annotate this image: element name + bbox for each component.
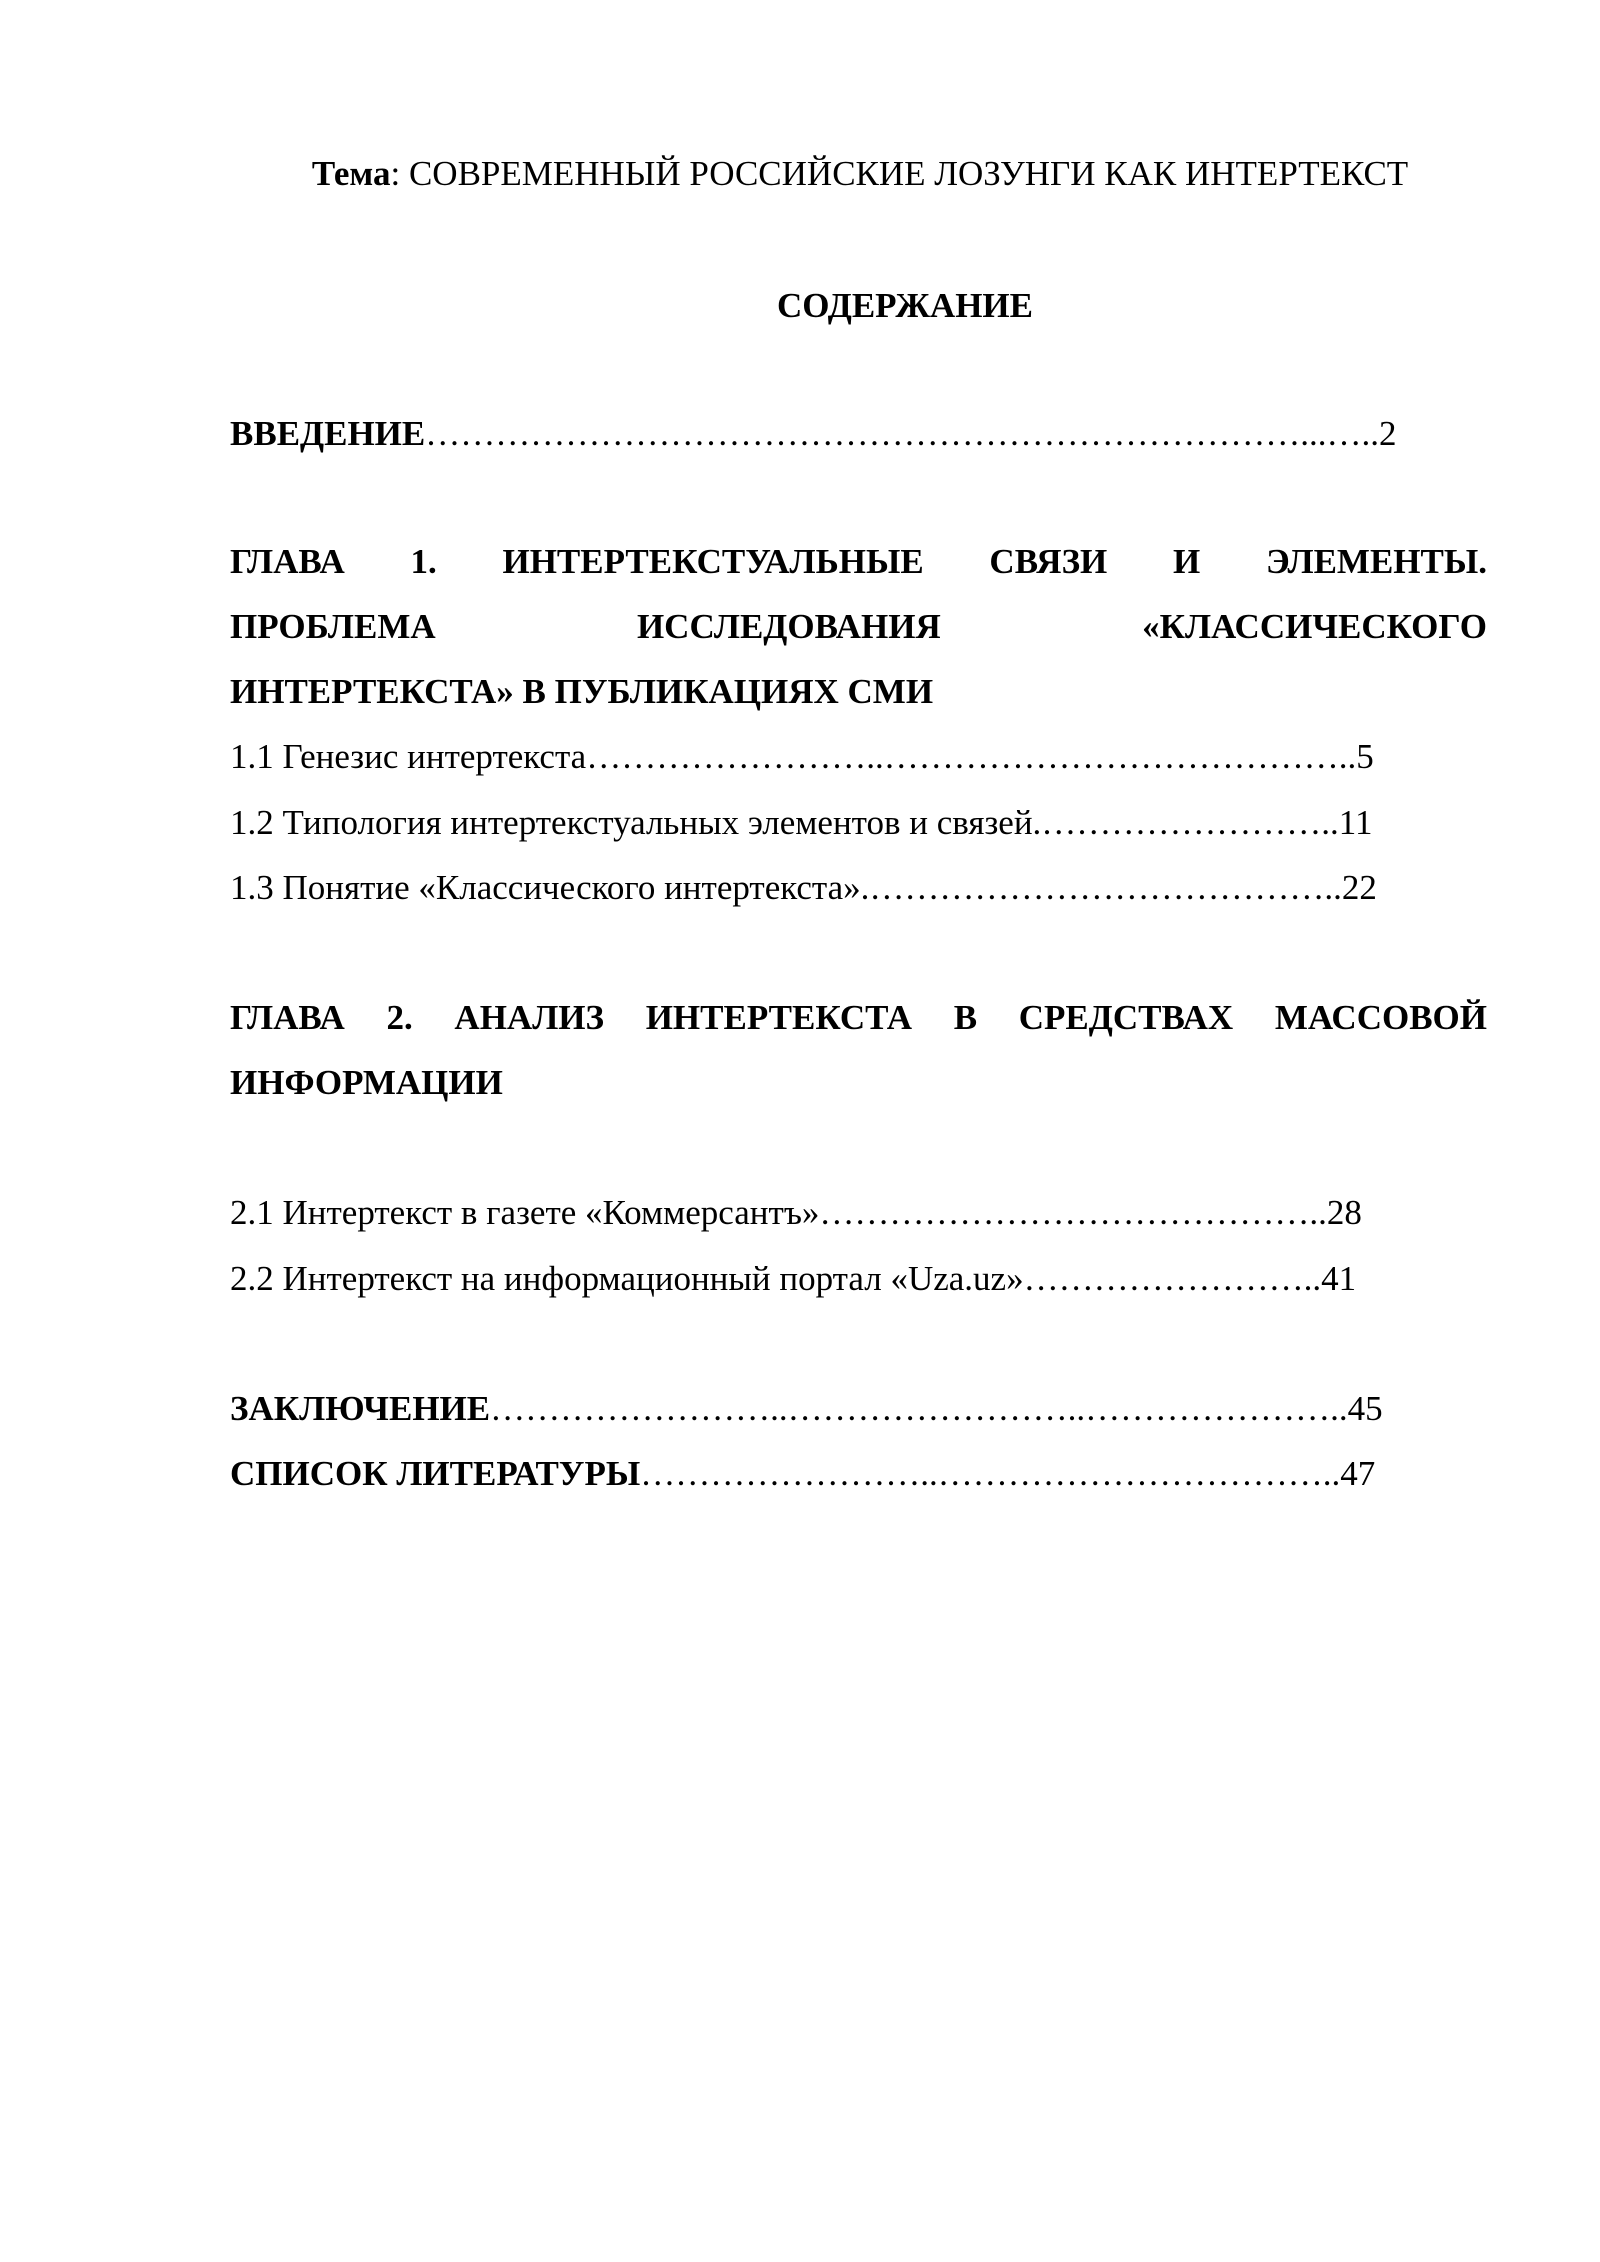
topic-label: Тема bbox=[311, 154, 391, 193]
toc-entry-2-1: 2.1 Интертекст в газете «Коммерсантъ»……………………………………..28 bbox=[230, 1193, 1362, 1232]
introduction-label: ВВЕДЕНИЕ bbox=[230, 414, 426, 453]
chapter1-title-line2: ПРОБЛЕМА ИССЛЕДОВАНИЯ «КЛАССИЧЕСКОГО bbox=[230, 607, 1487, 646]
toc-heading: СОДЕРЖАНИЕ bbox=[776, 286, 1033, 325]
introduction-leader: …………………………………………………………………...…..2 bbox=[425, 414, 1397, 453]
chapter1-title-line1: ГЛАВА 1. ИНТЕРТЕКСТУАЛЬНЫЕ СВЯЗИ И ЭЛЕМЕНТЫ. bbox=[230, 542, 1487, 581]
conclusion-label: ЗАКЛЮЧЕНИЕ bbox=[230, 1389, 491, 1428]
toc-entry-introduction bbox=[230, 412, 1397, 456]
toc-entry-1-3: 1.3 Понятие «Классического интертекста».…………………………………..22 bbox=[230, 868, 1377, 907]
topic-title: СОВРЕМЕННЫЙ РОССИЙСКИЕ ЛОЗУНГИ КАК ИНТЕРТЕКСТ bbox=[408, 154, 1409, 193]
toc-entry-references bbox=[230, 1452, 1375, 1496]
conclusion-leader: ……………………..……………………..…………………..45 bbox=[490, 1389, 1383, 1428]
topic-line bbox=[0, 152, 1600, 196]
toc-entry-1-1: 1.1 Генезис интертекста……………………..…………………………………..5 bbox=[230, 737, 1374, 776]
chapter2-title-line1: ГЛАВА 2. АНАЛИЗ ИНТЕРТЕКСТА В СРЕДСТВАХ МАССОВОЙ bbox=[230, 998, 1487, 1037]
toc-entry-conclusion bbox=[230, 1387, 1383, 1431]
chapter2-title-line2: ИНФОРМАЦИИ bbox=[230, 1063, 503, 1102]
chapter1-title-line3: ИНТЕРТЕКСТА» В ПУБЛИКАЦИЯХ СМИ bbox=[230, 672, 934, 711]
topic-separator: : bbox=[390, 154, 409, 193]
references-leader: ……………………..……………………………..47 bbox=[640, 1454, 1376, 1493]
references-label: СПИСОК ЛИТЕРАТУРЫ bbox=[230, 1454, 641, 1493]
toc-entry-2-2: 2.2 Интертекст на информационный портал «Uza.uz»……………………..41 bbox=[230, 1259, 1357, 1298]
toc-entry-1-2: 1.2 Типология интертекстуальных элементов и связей.……………………..11 bbox=[230, 803, 1373, 842]
